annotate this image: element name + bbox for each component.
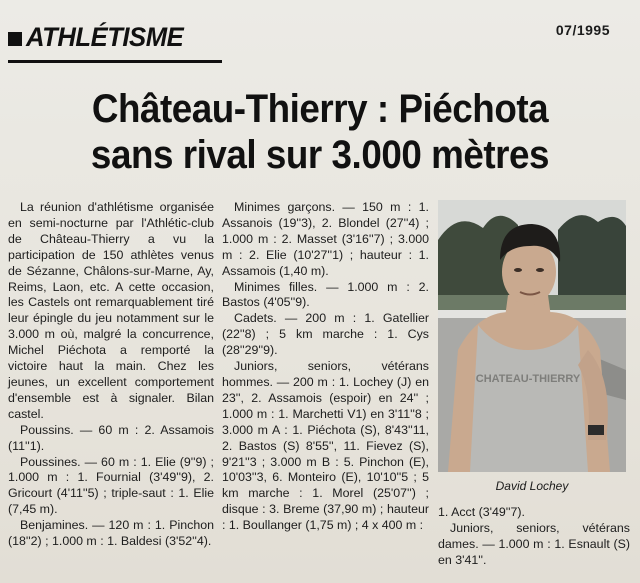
result-juniors-hommes: Juniors, seniors, vétérans hommes. — 200 m : 1. Lochey (J) en 23'', 2. Assamois (espoir) en 24'' ; 1.000 m : 1. Marchetti V1) en 3'11''8 ; 3.000 m A : 1. Piéchota (S), 8'43''11, 2. Bastos (S) 8'55'', 11. Fievez (S), 9'21''3 ; 3.000 m B : 5. Pinchon (E), 10'03''3, 6. Monteiro (E), 10'10''5 ; 5 km marche : 1. Morel (25'07'') ; disque : 3. Breme (37,90 m) ; hauteur : 1. Boullanger (1,75 m) ; 4 x 400 m : xyxy=(222,359,429,533)
athlete-photo xyxy=(438,200,626,472)
result-minimes-filles: Minimes filles. — 1.000 m : 2. Bastos (4'05''9). xyxy=(222,279,429,310)
result-minimes-garcons: Minimes garçons. — 150 m : 1. Assanois (19''3), 2. Blondel (27''4) ; 1.000 m : 2. Masset (3'16''7) ; 3.000 m : 2. Elie (10'27''1) ; hauteur : 1. Assamois (1,40 m). xyxy=(222,200,429,278)
result-poussins: Poussins. — 60 m : 2. Assamois (11''1). xyxy=(8,422,214,453)
photo-caption: David Lochey xyxy=(495,479,569,493)
result-benjamines: Benjamines. — 120 m : 1. Pinchon (18''2) ; 1.000 m : 1. Baldesi (3'52''4). xyxy=(8,518,214,549)
jersey-lettering: CHATEAU-THIERRY xyxy=(475,373,581,385)
article-column-3 xyxy=(438,505,630,569)
rubric-label: ATHLÉTISME xyxy=(26,22,184,52)
result-juniors-dames: Juniors, seniors, vétérans dames. — 1.000 m : 1. Esnault (S) en 3'41''. xyxy=(438,520,630,567)
section-rubric xyxy=(8,22,192,53)
athlete-photo-image xyxy=(438,200,626,472)
result-poussines: Poussines. — 60 m : 1. Elie (9''9) ; 1.000 m : 1. Fournial (3'49''9), 2. Gricourt (4'11''5) ; triple-saut : 1. Elie (7,45 m). xyxy=(8,454,214,517)
article-intro: La réunion d'athlétisme organisée en semi-nocturne par l'Athlétic-club de Château-Thierry a vu la participation de 150 athlètes venus de Sézanne, Châlons-sur-Marne, Ay, Reims, Laon, etc. A cette occasion, les Castels ont remarquablement tiré leur épingle du jeu notamment sur le 3.000 m où, malgré la concurrence, Michel Piéchota a remporté la victoire haut la main. Chez les jeunes, un excellent comportement d'ensemble est à signaler. Bilan castel. xyxy=(8,200,214,421)
headline xyxy=(0,86,640,178)
article-column-1 xyxy=(8,200,214,550)
result-cadets: Cadets. — 200 m : 1. Gatellier (22''8) ; 5 km marche : 1. Cys (28''29''9). xyxy=(222,311,429,358)
article-column-2 xyxy=(222,200,429,534)
result-relay: 1. Acct (3'49''7). xyxy=(438,505,525,519)
rubric-underline xyxy=(8,60,222,63)
headline-line-1: Château-Thierry : Piéchota xyxy=(91,87,549,131)
clipping-date: 07/1995 xyxy=(555,22,610,38)
rubric-square-icon xyxy=(8,32,22,46)
headline-line-2: sans rival sur 3.000 mètres xyxy=(90,133,550,177)
